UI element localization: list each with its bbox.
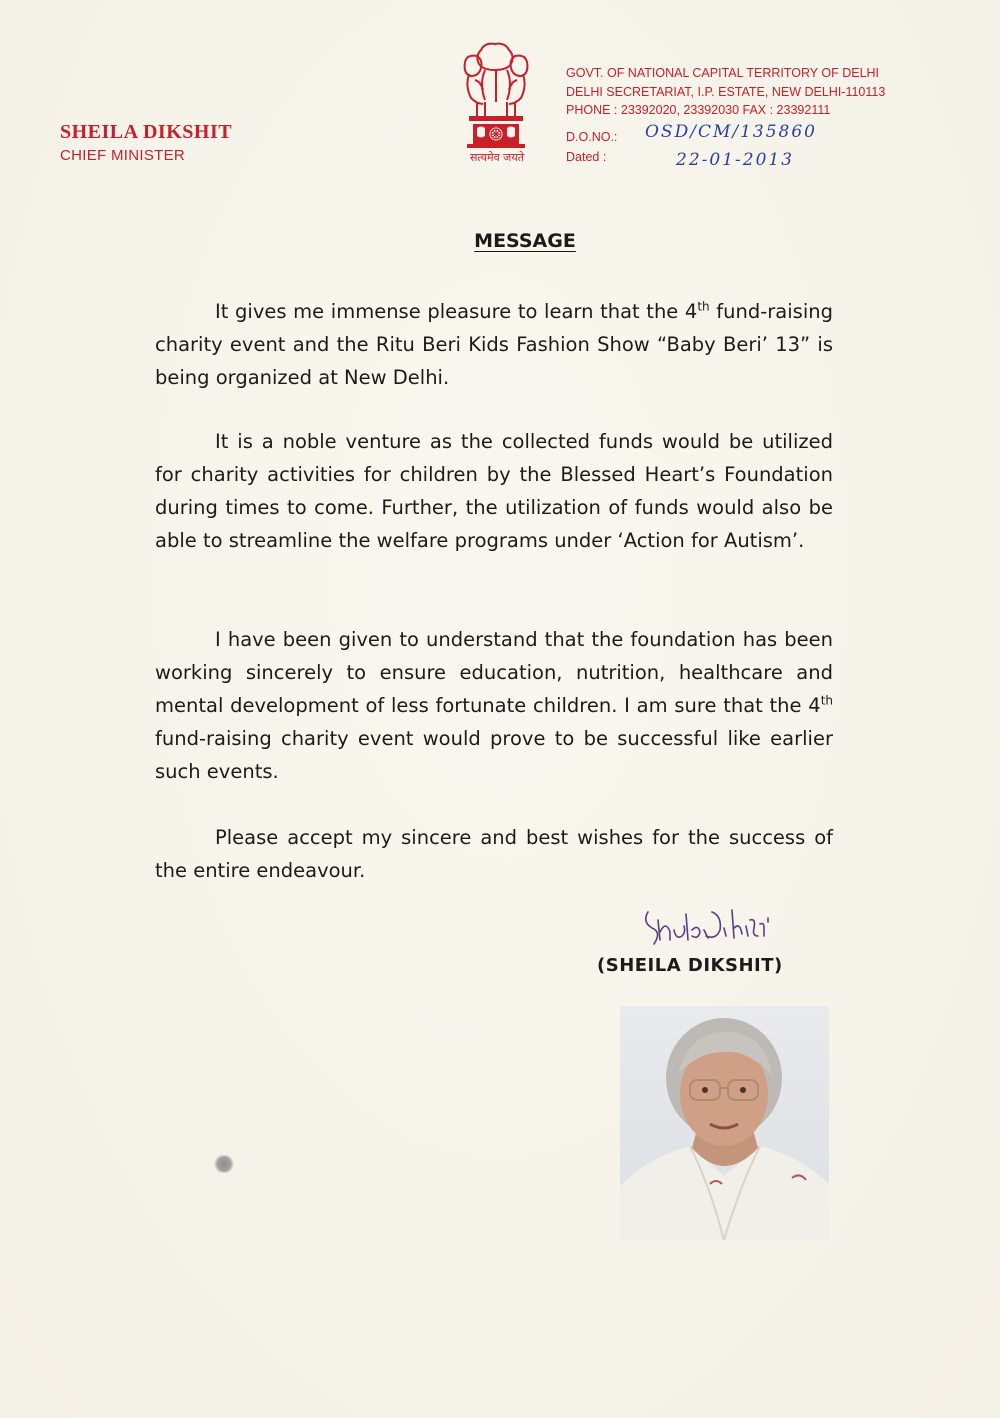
body-paragraph-3: I have been given to understand that the foundation has been working sincerely to ensure education, nutrition, healthcare and mental development of less fortunate children. I am sure that the 4th fund-raising charity event would prove to be successful like earlier such events. <box>155 628 833 783</box>
handwritten-signature <box>640 900 830 950</box>
body-paragraph-1: It gives me immense pleasure to learn that the 4th fund-raising charity event and the Ritu Beri Kids Fashion Show “Baby Beri’ 13” is being organized at New Delhi. <box>155 299 833 389</box>
do-number-value: OSD/CM/135860 <box>645 122 817 142</box>
sender-name: SHEILA DIKSHIT <box>60 121 233 143</box>
address-line: DELHI SECRETARIAT, I.P. ESTATE, NEW DELHI-110113 <box>566 84 886 99</box>
sender-designation: CHIEF MINISTER <box>60 147 186 164</box>
do-number-label: D.O.NO.: <box>566 130 618 144</box>
body-paragraph-4: Please accept my sincere and best wishes for the success of the entire endeavour. <box>155 826 833 882</box>
dated-value: 22-01-2013 <box>676 150 795 170</box>
emblem-motto: सत्यमेव जयते <box>469 151 524 164</box>
body-paragraph-2: It is a noble venture as the collected funds would be utilized for charity activities for children by the Blessed Heart’s Foundation during times to come. Further, the utilization of funds would also be able to streamline the welfare programs under ‘Action for Autism’. <box>155 430 833 552</box>
paper-smudge <box>214 1155 234 1173</box>
dated-label: Dated : <box>566 150 607 164</box>
address-line: GOVT. OF NATIONAL CAPITAL TERRITORY OF DELHI <box>566 66 880 80</box>
state-emblem-icon <box>455 40 537 168</box>
message-heading: MESSAGE <box>474 230 576 252</box>
signatory-name: (SHEILA DIKSHIT) <box>597 955 783 976</box>
address-line: PHONE : 23392020, 23392030 FAX : 23392111 <box>566 103 831 117</box>
letterhead-address <box>566 64 885 120</box>
portrait-photo <box>620 1006 829 1240</box>
